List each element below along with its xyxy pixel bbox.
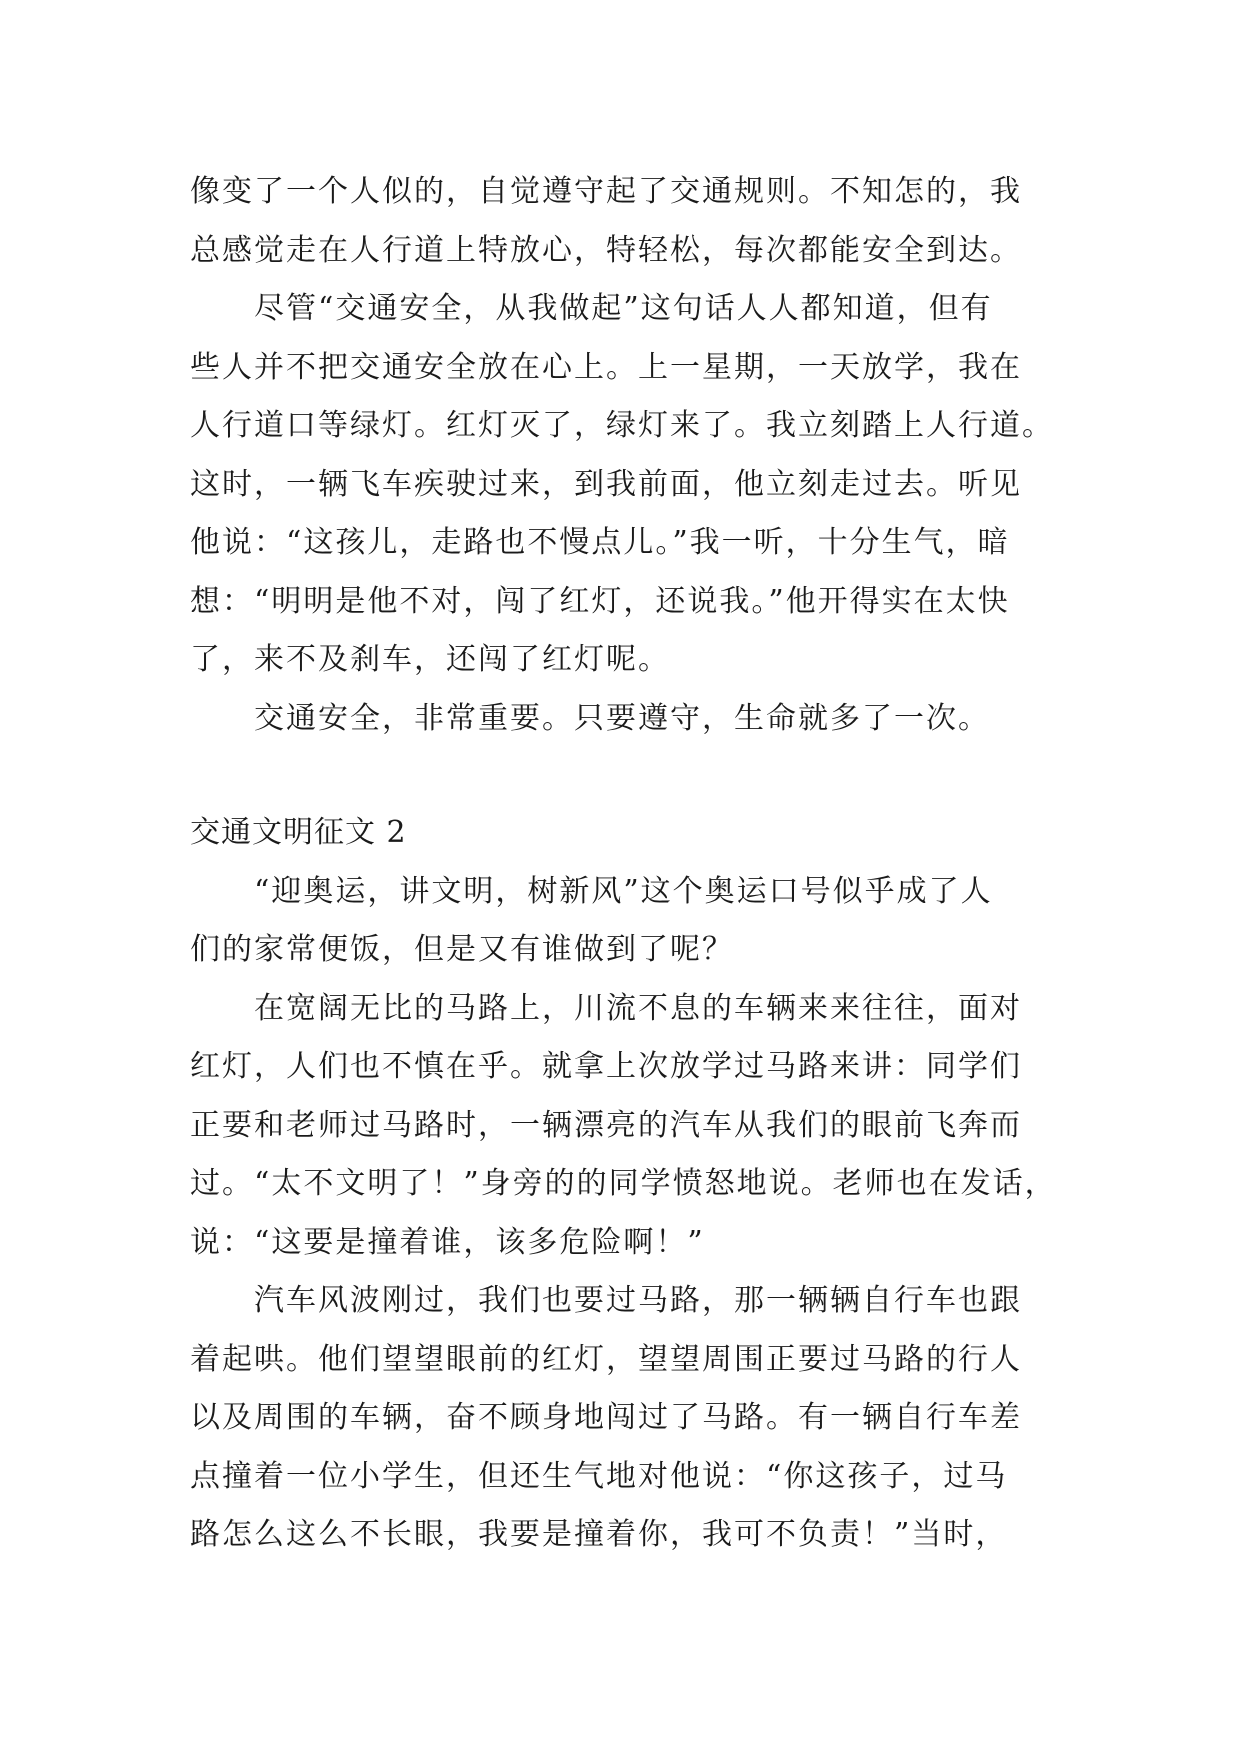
paragraph-start-line: “迎奥运，讲文明，树新风”这个奥运口号似乎成了人 [254, 873, 993, 909]
text-line: 了，来不及刹车，还闯了红灯呢。 [190, 642, 670, 677]
essay-body [190, 163, 1070, 1565]
text-line: 这时，一辆飞车疾驶过来，到我前面，他立刻走过去。听见 [190, 466, 1022, 502]
text-line: 以及周围的车辆，奋不顾身地闯过了马路。有一辆自行车差 [190, 1400, 1022, 1435]
text-line: 他说：“这孩儿，走路也不慢点儿。”我一听，十分生气，暗 [190, 525, 1010, 560]
section-heading: 交通文明征文 2 [190, 815, 407, 850]
text-line: 着起哄。他们望望眼前的红灯，望望周围正要过马路的行人 [190, 1341, 1022, 1377]
text-line: 些人并不把交通安全放在心上。上一星期，一天放学，我在 [190, 349, 1022, 385]
text-line: 说：“这要是撞着谁，该多危险啊！” [190, 1224, 705, 1260]
text-line: 过。“太不文明了！”身旁的的同学愤怒地说。老师也在发话， [190, 1166, 1057, 1201]
paragraph-start-line: 汽车风波刚过，我们也要过马路，那一辆辆自行车也跟 [254, 1283, 1022, 1318]
text-line: 点撞着一位小学生，但还生气地对他说：“你这孩子，过马 [190, 1458, 1008, 1494]
paragraph-start-line: 尽管“交通安全，从我做起”这句话人人都知道，但有 [254, 291, 993, 326]
paragraph-start-line: 在宽阔无比的马路上，川流不息的车辆来来往往，面对 [254, 990, 1022, 1026]
text-line: 们的家常便饭，但是又有谁做到了呢？ [190, 932, 734, 967]
text-line: 路怎么这么不长眼，我要是撞着你，我可不负责！”当时， [190, 1517, 1008, 1552]
text-line: 正要和老师过马路时，一辆漂亮的汽车从我们的眼前飞奔而 [190, 1107, 1022, 1143]
paragraph-start-line: 交通安全，非常重要。只要遵守，生命就多了一次。 [254, 700, 990, 736]
text-line: 像变了一个人似的，自觉遵守起了交通规则。不知怎的，我 [190, 174, 1022, 209]
text-line: 总感觉走在人行道上特放心，特轻松，每次都能安全到达。 [190, 232, 1022, 268]
text-line: 人行道口等绿灯。红灯灭了，绿灯来了。我立刻踏上人行道。 [190, 408, 1054, 443]
text-line: 红灯，人们也不慎在乎。就拿上次放学过马路来讲：同学们 [190, 1049, 1022, 1084]
section-gap [190, 748, 1070, 804]
text-line: 想：“明明是他不对，闯了红灯，还说我。”他开得实在太快 [190, 583, 1010, 619]
